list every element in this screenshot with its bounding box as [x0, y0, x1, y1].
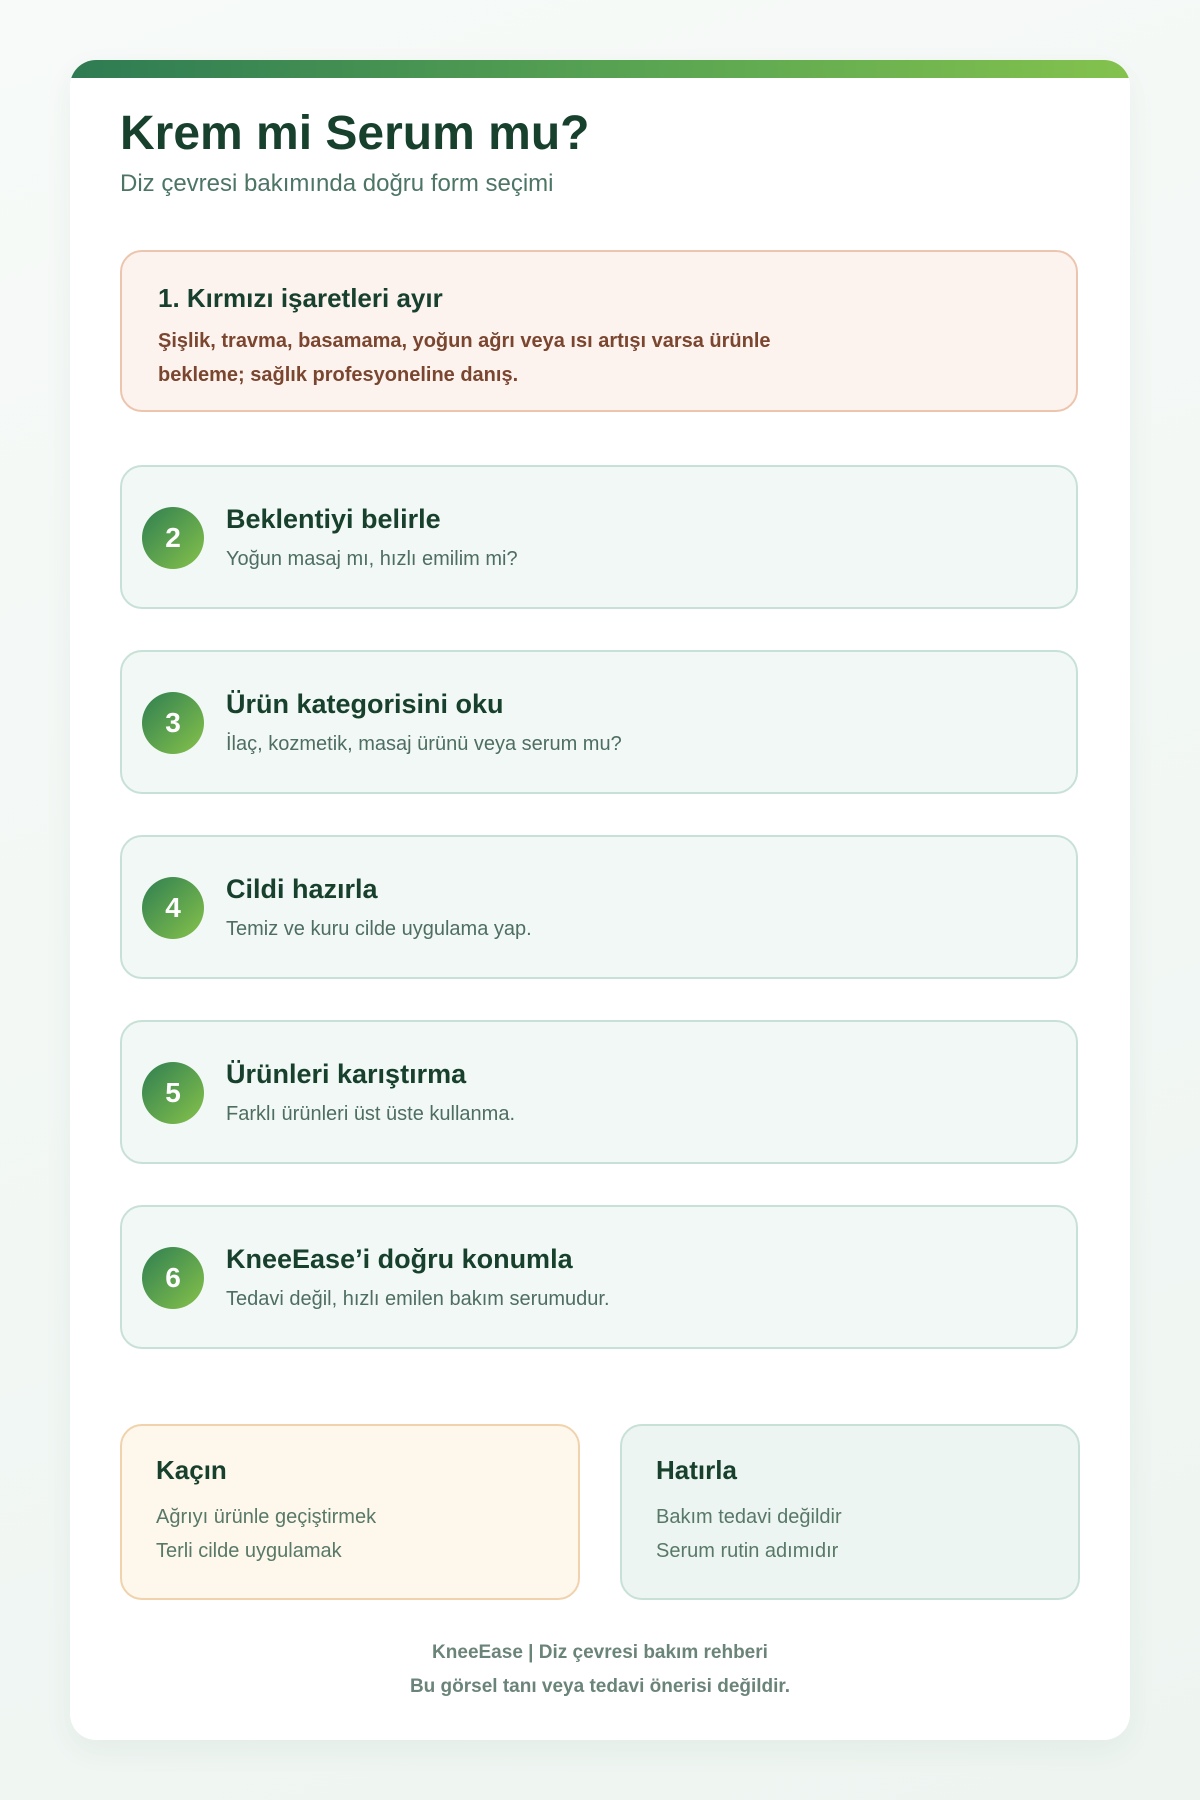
footer [120, 1636, 1080, 1704]
step-title: Ürünleri karıştırma [226, 1059, 467, 1089]
step-title: Ürün kategorisini oku [226, 689, 504, 719]
step-title: Cildi hazırla [226, 874, 378, 904]
step-card [120, 650, 1078, 794]
list-item: Terli cilde uygulamak [156, 1540, 342, 1562]
red-flags-warning-box [120, 250, 1078, 412]
guide-card [70, 60, 1130, 1740]
page-title: Krem mi Serum mu? [120, 107, 590, 160]
step-card [120, 1205, 1078, 1349]
warning-title: 1. Kırmızı işaretleri ayır [158, 283, 443, 313]
step-description: İlaç, kozmetik, masaj ürünü veya serum mu? [226, 733, 622, 755]
avoid-box [120, 1424, 580, 1600]
step-number-badge: 5 [142, 1062, 204, 1124]
step-card [120, 835, 1078, 979]
step-number-badge: 2 [142, 507, 204, 569]
remember-box [620, 1424, 1080, 1600]
step-card [120, 1020, 1078, 1164]
footer-brand-line: KneeEase | Diz çevresi bakım rehberi [432, 1642, 768, 1663]
list-item: Bakım tedavi değildir [656, 1506, 842, 1528]
step-number-badge: 4 [142, 877, 204, 939]
step-description: Tedavi değil, hızlı emilen bakım serumudur. [226, 1288, 610, 1310]
remember-list [656, 1500, 1044, 1568]
step-description: Farklı ürünleri üst üste kullanma. [226, 1103, 516, 1125]
step-number-badge: 6 [142, 1247, 204, 1309]
list-item: Serum rutin adımıdır [656, 1540, 839, 1562]
remember-title: Hatırla [656, 1455, 737, 1485]
step-card [120, 465, 1078, 609]
footer-disclaimer: Bu görsel tanı veya tedavi önerisi değildir. [409, 1676, 791, 1697]
avoid-list [156, 1500, 544, 1568]
step-title: KneeEase’i doğru konumla [226, 1244, 573, 1274]
step-title: Beklentiyi belirle [226, 504, 441, 534]
warning-text: Şişlik, travma, basamama, yoğun ağrı veya ısı artışı varsa ürünle bekleme; sağlık profesyoneline danış. [158, 330, 771, 386]
step-description: Temiz ve kuru cilde uygulama yap. [226, 918, 532, 940]
accent-top-bar [70, 60, 1130, 78]
page-subtitle: Diz çevresi bakımında doğru form seçimi [120, 170, 554, 197]
step-number-badge: 3 [142, 692, 204, 754]
list-item: Ağrıyı ürünle geçiştirmek [156, 1506, 377, 1528]
avoid-title: Kaçın [156, 1455, 227, 1485]
step-description: Yoğun masaj mı, hızlı emilim mi? [226, 548, 518, 570]
